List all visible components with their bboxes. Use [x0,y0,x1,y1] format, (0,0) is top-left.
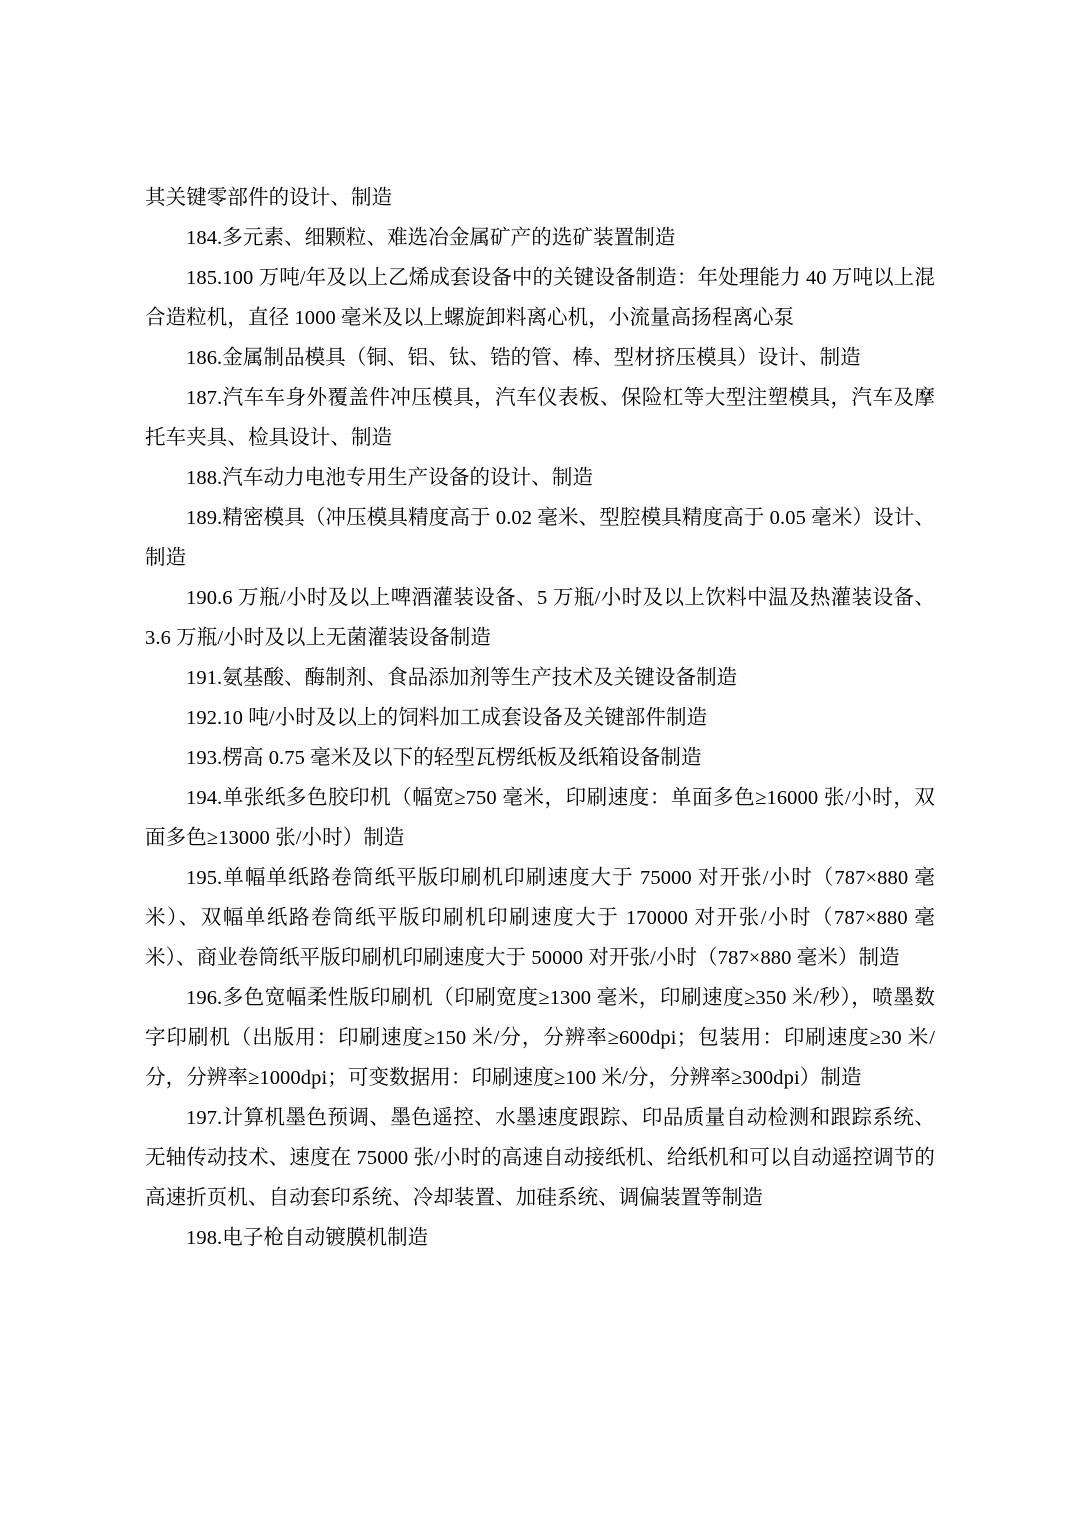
paragraph-item-196: 196.多色宽幅柔性版印刷机（印刷宽度≥1300 毫米，印刷速度≥350 米/秒），喷墨数字印刷机（出版用：印刷速度≥150 米/分，分辨率≥600dpi；包装用：印刷速度≥30 米/分，分辨率≥1000dpi；可变数据用：印刷速度≥100 米/分，分辨率≥300dpi）制造 [145,987,935,1089]
paragraph-item-192: 192.10 吨/小时及以上的饲料加工成套设备及关键部件制造 [186,707,708,729]
paragraph-item-184: 184.多元素、细颗粒、难选冶金属矿产的选矿装置制造 [186,227,676,249]
paragraph-item-198: 198.电子枪自动镀膜机制造 [186,1227,429,1249]
paragraph-item-185: 185.100 万吨/年及以上乙烯成套设备中的关键设备制造：年处理能力 40 万吨以上混合造粒机，直径 1000 毫米及以上螺旋卸料离心机，小流量高扬程离心泵 [145,267,935,329]
paragraph-item-188: 188.汽车动力电池专用生产设备的设计、制造 [186,467,594,489]
paragraph-item-197: 197.计算机墨色预调、墨色遥控、水墨速度跟踪、印品质量自动检测和跟踪系统、无轴传动技术、速度在 75000 张/小时的高速自动接纸机、给纸机和可以自动遥控调节的高速折页机、自动套印系统、冷却装置、加硅系统、调偏装置等制造 [145,1107,935,1209]
paragraph-item-194: 194.单张纸多色胶印机（幅宽≥750 毫米，印刷速度：单面多色≥16000 张/小时，双面多色≥13000 张/小时）制造 [145,787,935,849]
paragraph-item-193: 193.楞高 0.75 毫米及以下的轻型瓦楞纸板及纸箱设备制造 [186,747,702,769]
paragraph-continuation-line: 其关键零部件的设计、制造 [145,187,393,209]
paragraph-item-195: 195.单幅单纸路卷筒纸平版印刷机印刷速度大于 75000 对开张/小时（787×880 毫米）、双幅单纸路卷筒纸平版印刷机印刷速度大于 170000 对开张/小时（787×880 毫米）、商业卷筒纸平版印刷机印刷速度大于 50000 对开张/小时（787×880 毫米）制造 [145,867,935,969]
paragraph-item-190: 190.6 万瓶/小时及以上啤酒灌装设备、5 万瓶/小时及以上饮料中温及热灌装设备、3.6 万瓶/小时及以上无菌灌装设备制造 [145,587,935,649]
document-text-body [145,178,935,1258]
paragraph-item-191: 191.氨基酸、酶制剂、食品添加剂等生产技术及关键设备制造 [186,667,738,689]
paragraph-item-187: 187.汽车车身外覆盖件冲压模具，汽车仪表板、保险杠等大型注塑模具，汽车及摩托车夹具、检具设计、制造 [145,387,935,449]
paragraph-item-189: 189.精密模具（冲压模具精度高于 0.02 毫米、型腔模具精度高于 0.05 毫米）设计、制造 [145,507,935,569]
paragraph-item-186: 186.金属制品模具（铜、铝、钛、锆的管、棒、型材挤压模具）设计、制造 [186,347,861,369]
